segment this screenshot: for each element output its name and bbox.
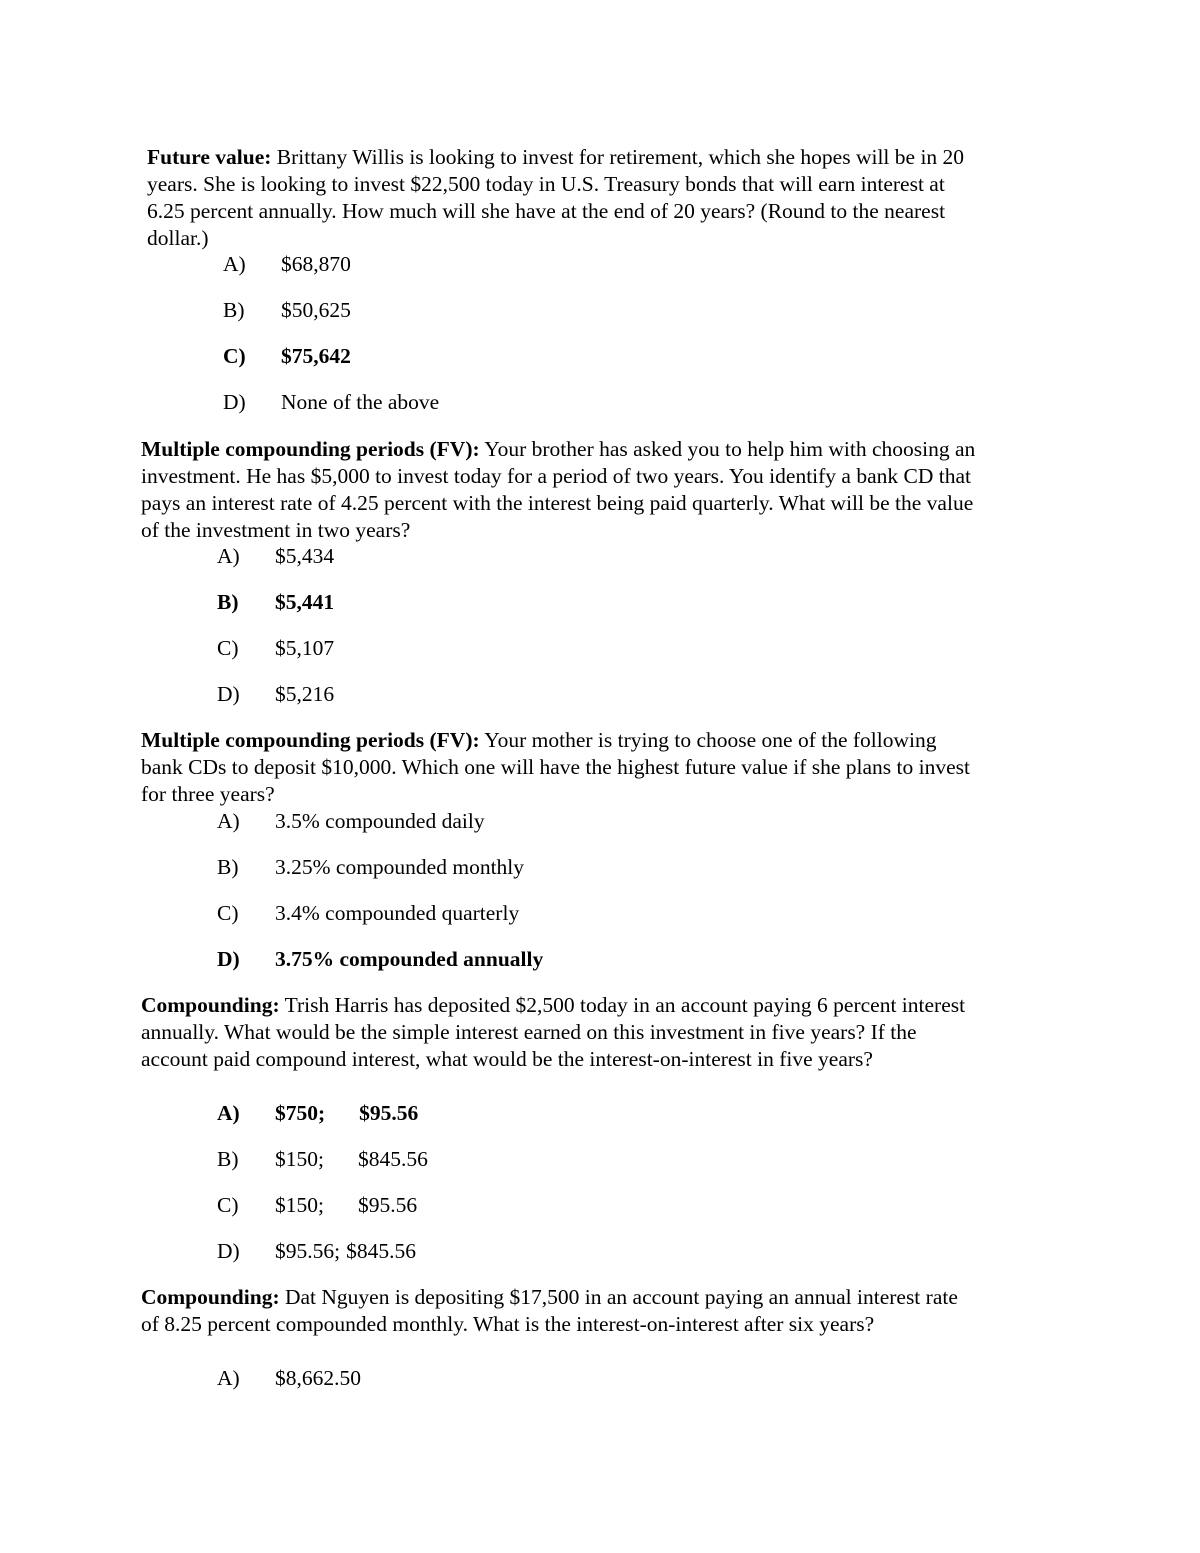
- option-d: D) $95.56; $845.56: [217, 1239, 416, 1263]
- option-c: C) $5,107: [217, 636, 335, 660]
- question-text: Brittany Willis is looking to invest for retirement, which she hopes will be in 20 years. She is looking to invest $22,500 today in U.S. Treasury bonds that will earn interest at 6.25 percent annually. How much will she have at the end of 20 years? (Round to the nearest dollar.): [147, 145, 965, 250]
- option-a: A) $68,870: [223, 252, 351, 276]
- question-stem: [141, 727, 981, 808]
- question-text: Trish Harris has deposited $2,500 today in an account paying 6 percent interest annually. What would be the simple interest earned on this investment in five years? If the account paid compound interest, what would be the interest-on-interest in five years?: [141, 993, 966, 1071]
- question-topic: Future value:: [147, 145, 272, 169]
- question-topic: Multiple compounding periods (FV):: [141, 437, 480, 461]
- question-text: Dat Nguyen is depositing $17,500 in an account paying an annual interest rate of 8.25 percent compounded monthly. What is the interest-on-interest after six years?: [141, 1285, 958, 1336]
- option-b-correct: B) $5,441: [217, 590, 335, 614]
- question-stem: [141, 1284, 981, 1338]
- question-topic: Compounding:: [141, 1285, 280, 1309]
- option-a: A) $5,434: [217, 544, 335, 568]
- question-5: [141, 1284, 981, 1338]
- question-topic: Compounding:: [141, 993, 280, 1017]
- question-stem: [141, 436, 981, 544]
- option-d: D) $5,216: [217, 682, 335, 706]
- question-text: Your mother is trying to choose one of the following bank CDs to deposit $10,000. Which one will have the highest future value if she plans to invest for three years?: [141, 728, 970, 806]
- question-stem: [147, 144, 987, 252]
- question-2: [141, 436, 981, 544]
- option-c: C) 3.4% compounded quarterly: [217, 901, 520, 925]
- question-topic: Multiple compounding periods (FV):: [141, 728, 480, 752]
- option-a: A) $8,662.50: [217, 1366, 361, 1390]
- option-d: D) None of the above: [223, 390, 440, 414]
- option-b: B) $150; $845.56: [217, 1147, 428, 1171]
- option-a-correct: A) $750; $95.56: [217, 1101, 419, 1125]
- option-b: B) $50,625: [223, 298, 351, 322]
- question-4: [141, 992, 981, 1073]
- option-c: C) $150; $95.56: [217, 1193, 418, 1217]
- option-d-correct: D) 3.75% compounded annually: [217, 947, 544, 971]
- option-b: B) 3.25% compounded monthly: [217, 855, 525, 879]
- question-3: [141, 727, 981, 808]
- option-a: A) 3.5% compounded daily: [217, 809, 485, 833]
- question-1: [147, 144, 987, 252]
- option-c-correct: C) $75,642: [223, 344, 351, 368]
- question-text: Your brother has asked you to help him with choosing an investment. He has $5,000 to invest today for a period of two years. You identify a bank CD that pays an interest rate of 4.25 percent with the interest being paid quarterly. What will be the value of the investment in two years?: [141, 437, 976, 542]
- question-stem: [141, 992, 981, 1073]
